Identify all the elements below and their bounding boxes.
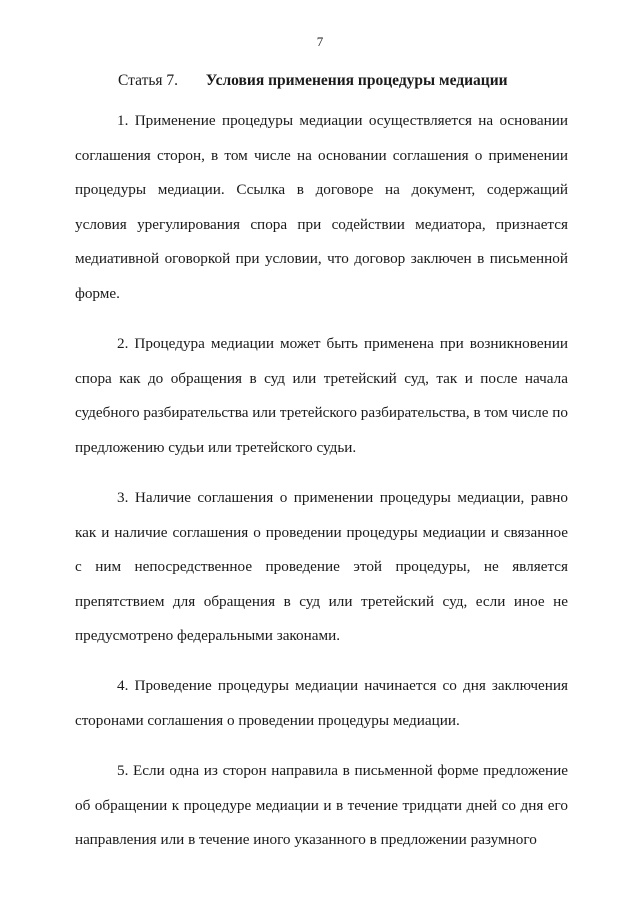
paragraph-4: 4. Проведение процедуры медиации начинается со дня заключения сторонами соглашения о проведении процедуры медиации.	[75, 677, 568, 729]
paragraph-1: 1. Применение процедуры медиации осуществляется на основании соглашения сторон, в том числе на основании соглашения о применении процедуры медиации. Ссылка в договоре на документ, содержащий условия урегулирования спора при содействии медиатора, признается медиативной оговоркой при условии, что договор заключен в письменной форме.	[75, 112, 568, 302]
article-heading	[118, 72, 508, 90]
paragraph-2: 2. Процедура медиации может быть применена при возникновении спора как до обращения в суд или третейский суд, так и после начала судебного разбирательства или третейского разбирательства, в том числе по предложению судьи или третейского судьи.	[75, 335, 568, 456]
article-body	[75, 104, 568, 858]
paragraph-3: 3. Наличие соглашения о применении процедуры медиации, равно как и наличие соглашения о проведении процедуры медиации и связанное с ним непосредственное проведение этой процедуры, не является препятствием для обращения в суд или третейский суд, если иное не предусмотрено федеральными законами.	[75, 488, 568, 645]
article-title: Условия применения процедуры медиации	[205, 72, 508, 89]
paragraph-5: 5. Если одна из сторон направила в письменной форме предложение об обращении к процедуре медиации и в течение тридцати дней со дня его направления или в течение иного указанного в предложении разумного	[75, 762, 568, 849]
page-number: 7	[316, 34, 324, 49]
article-label: Статья 7.	[118, 72, 179, 89]
